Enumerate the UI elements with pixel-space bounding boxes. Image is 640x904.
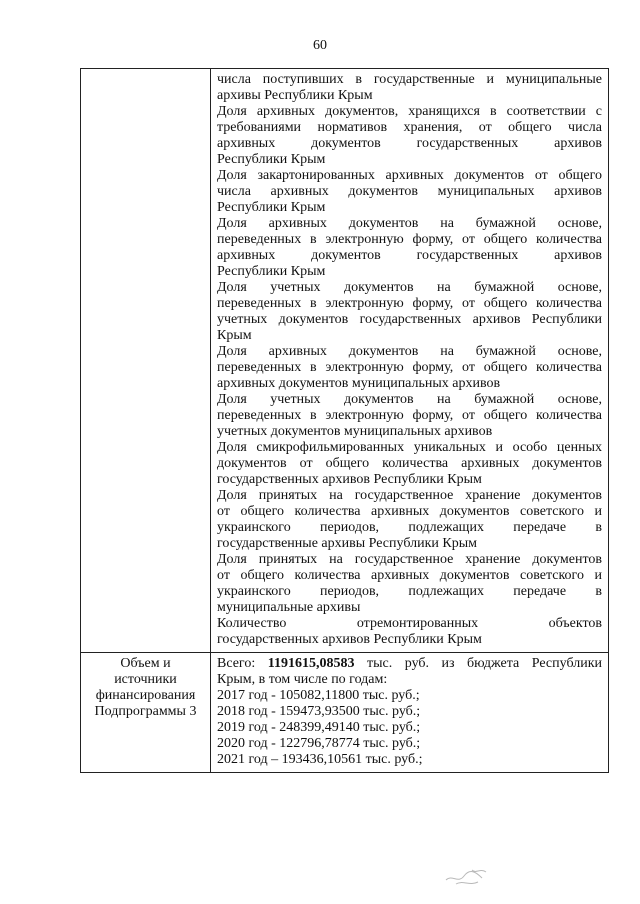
indicator-line: архивы Республики Крым — [217, 88, 373, 103]
financing-year-line: 2019 год - 248399,49140 тыс. руб.; — [217, 720, 421, 735]
indicator-line: Республики Крым — [217, 152, 326, 167]
indicator-line: архивных документов муниципальных архивов — [217, 376, 501, 391]
financing-year-line: 2017 год - 105082,11800 тыс. руб.; — [217, 688, 420, 703]
indicator-line: от общего количества архивных документов советского и — [217, 504, 602, 519]
indicator-line: Доля архивных документов на бумажной основе, — [217, 344, 602, 359]
indicator-line: числа поступивших в государственные и муниципальные — [217, 72, 602, 87]
indicator-line: государственных архивов Республики Крым — [217, 472, 482, 487]
indicator-line: от общего количества архивных документов советского и — [217, 568, 602, 583]
indicator-line: Доля архивных документов на бумажной основе, — [217, 216, 602, 231]
indicator-line: документов от общего количества архивных документов — [217, 456, 602, 471]
indicator-line: украинского периодов, подлежащих передаче в — [217, 584, 602, 599]
indicators-label-cell — [81, 69, 211, 653]
indicator-line: переведенных в электронную форму, от общего количества — [217, 296, 602, 311]
indicator-line: Доля учетных документов на бумажной основе, — [217, 392, 602, 407]
indicator-line: государственных архивов Республики Крым — [217, 632, 482, 647]
indicator-line: Доля учетных документов на бумажной основе, — [217, 280, 602, 295]
financing-label-line: источники — [114, 672, 177, 687]
indicators-cell — [211, 69, 609, 653]
indicator-line: украинского периодов, подлежащих передаче в — [217, 520, 602, 535]
financing-year-line: 2021 год – 193436,10561 тыс. руб.; — [217, 752, 423, 767]
financing-total-suffix: тыс. руб. из бюджета Республики — [367, 656, 602, 671]
indicator-line: Доля принятых на государственное хранение документов — [217, 552, 602, 567]
indicator-line: Доля смикрофильмированных уникальных и особо ценных — [217, 440, 602, 455]
financing-row — [81, 653, 609, 773]
financing-year-line: 2020 год - 122796,78774 тыс. руб.; — [217, 736, 421, 751]
indicator-line: числа архивных документов муниципальных архивов — [217, 184, 602, 199]
indicator-line: Крым — [217, 328, 252, 343]
indicators-list — [217, 72, 602, 648]
indicator-line: Доля закартонированных архивных документов от общего — [217, 168, 602, 183]
page-number: 60 — [313, 38, 327, 53]
indicator-line: Доля принятых на государственное хранение документов — [217, 488, 602, 503]
financing-total-prefix: Всего: — [217, 656, 256, 671]
financing-cell — [211, 653, 609, 773]
indicators-row — [81, 69, 609, 653]
indicator-line: архивных документов государственных архивов — [217, 136, 602, 151]
financing-line: Крым, в том числе по годам: — [217, 672, 388, 687]
financing-label-cell — [81, 653, 211, 773]
indicator-line: Доля архивных документов, хранящихся в соответствии с — [217, 104, 602, 119]
indicator-line: учетных документов государственных архивов Республики — [217, 312, 602, 327]
indicator-line: учетных документов муниципальных архивов — [217, 424, 493, 439]
financing-label-line: Объем и — [120, 656, 171, 671]
indicator-line: переведенных в электронную форму, от общего количества — [217, 360, 602, 375]
scan-smudge-mark — [442, 866, 492, 890]
indicator-line: Республики Крым — [217, 200, 326, 215]
indicator-line: требованиями нормативов хранения, от общего числа — [217, 120, 602, 135]
financing-total-line — [217, 656, 602, 672]
indicator-line: государственные архивы Республики Крым — [217, 536, 477, 551]
financing-label-line: финансирования — [95, 688, 196, 703]
indicator-line: переведенных в электронную форму, от общего количества — [217, 408, 602, 423]
indicator-line: муниципальные архивы — [217, 600, 361, 615]
financing-year-line: 2018 год - 159473,93500 тыс. руб.; — [217, 704, 421, 719]
financing-label-line: Подпрограммы 3 — [94, 704, 197, 719]
subprogram-passport-table — [80, 68, 609, 773]
indicator-line: переведенных в электронную форму, от общего количества — [217, 232, 602, 247]
indicator-line: архивных документов государственных архивов — [217, 248, 602, 263]
indicator-line: Количество отремонтированных объектов — [217, 616, 602, 631]
indicator-line: Республики Крым — [217, 264, 326, 279]
financing-total-amount: 1191615,08583 — [267, 656, 355, 671]
